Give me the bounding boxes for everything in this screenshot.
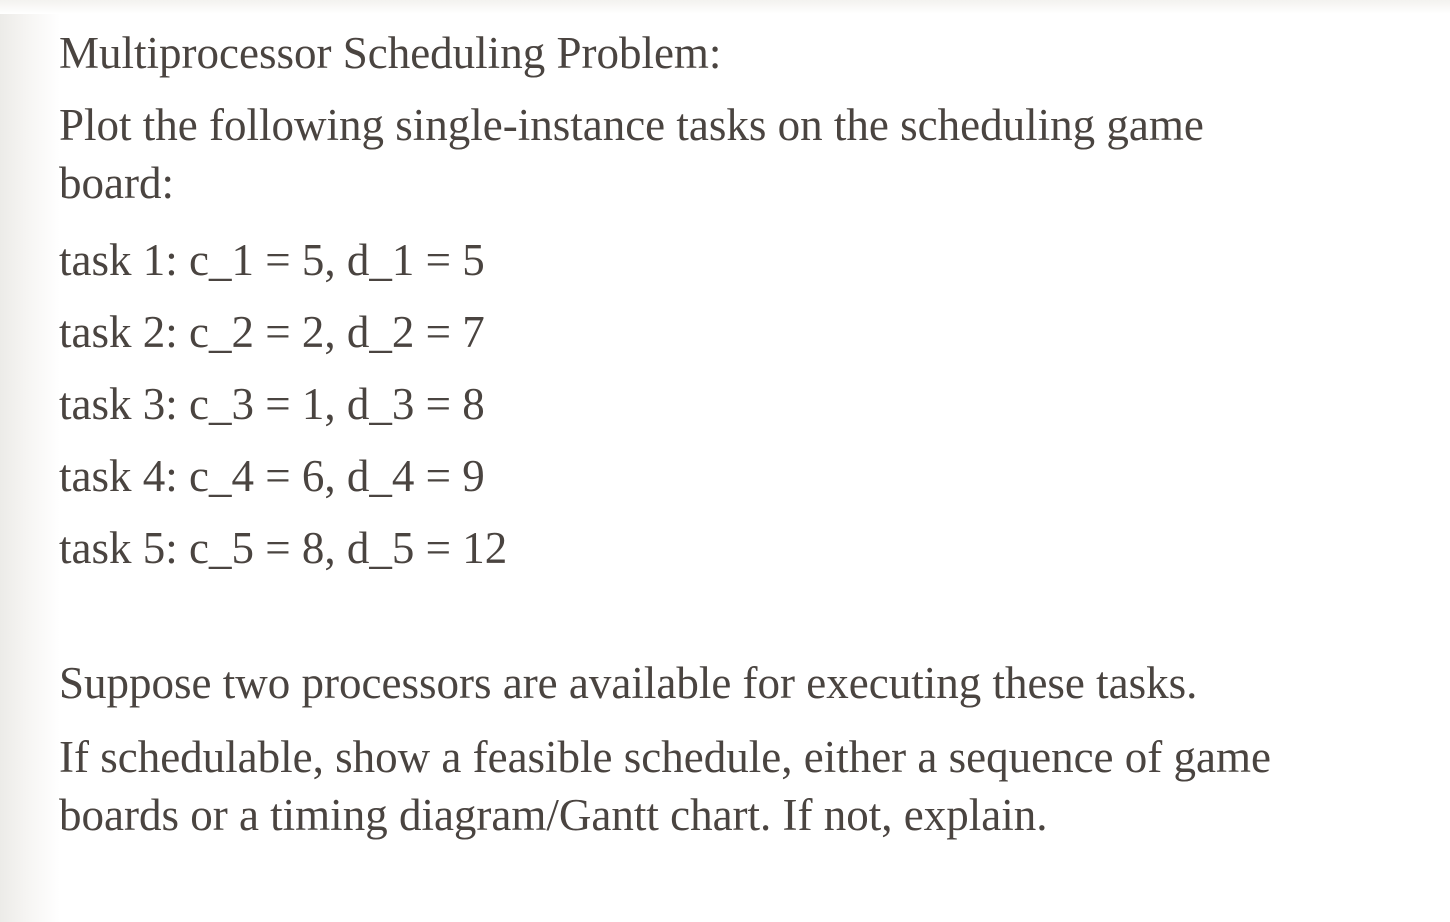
processors-statement: Suppose two processors are available for executing these tasks. <box>59 658 1198 708</box>
problem-title: Multiprocessor Scheduling Problem: <box>59 28 722 78</box>
task-item-1: task 1: c_1 = 5, d_1 = 5 <box>59 235 485 285</box>
task-item-2: task 2: c_2 = 2, d_2 = 7 <box>59 307 485 357</box>
page-top-shadow <box>0 0 1450 14</box>
instruction-line-2: boards or a timing diagram/Gantt chart. If not, explain. <box>59 790 1048 840</box>
task-list <box>59 224 1434 584</box>
page-left-shadow <box>0 0 60 922</box>
instruction-line-1: If schedulable, show a feasible schedule, either a sequence of game <box>59 732 1271 782</box>
intro-line-2: board: <box>59 158 174 208</box>
intro-paragraph <box>59 96 1434 212</box>
instruction-paragraph <box>59 728 1434 844</box>
problem-statement <box>59 24 1434 844</box>
task-item-5: task 5: c_5 = 8, d_5 = 12 <box>59 523 508 573</box>
intro-line-1: Plot the following single-instance tasks on the scheduling game <box>59 100 1204 150</box>
task-item-3: task 3: c_3 = 1, d_3 = 8 <box>59 379 485 429</box>
task-item-4: task 4: c_4 = 6, d_4 = 9 <box>59 451 485 501</box>
